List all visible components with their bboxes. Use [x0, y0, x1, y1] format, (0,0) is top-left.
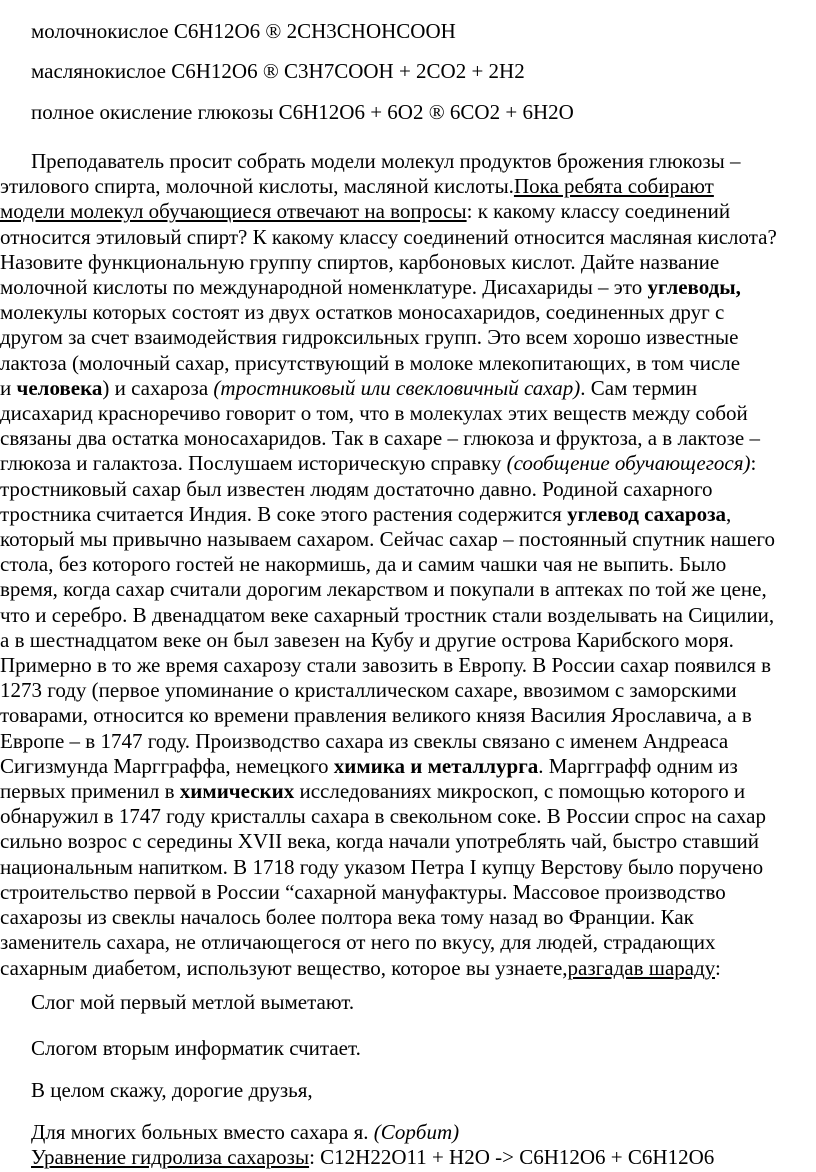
paragraph-line — [0, 930, 816, 955]
text: . Сам термин — [580, 375, 698, 400]
text: обнаружил в 1747 году кристаллы сахара в свекольном соке. В России спрос на сахар — [0, 804, 766, 829]
text: , — [726, 501, 732, 526]
text: этилового спирта, молочной кислоты, масляной кислоты. — [0, 174, 514, 199]
text: глюкоза и галактоза. Послушаем историческую справку — [0, 451, 507, 476]
paragraph-line — [0, 275, 816, 300]
text: тростника считается Индия. В соке этого растения содержится — [0, 501, 568, 526]
bold-term: углевод сахароза — [567, 501, 727, 526]
text: исследованиях микроскоп, с помощью которого и — [294, 779, 746, 804]
bold-term: химических — [179, 779, 295, 804]
underlined-text: Пока ребята собирают — [513, 174, 714, 199]
equation-butyric-fermentation: маслянокислое C6H12O6 ® C3H7COOH + 2CO2 + 2H2 — [31, 59, 525, 83]
text: : — [750, 451, 757, 476]
text: первых применил в — [0, 779, 180, 804]
equation-glucose-oxidation: полное окисление глюкозы C6H12O6 + 6O2 ® 6CO2 + 6H2O — [31, 100, 574, 124]
text: Примерно в то же время сахарозу стали завозить в Европу. В России сахар появился в — [0, 653, 772, 678]
paragraph-line — [0, 678, 816, 703]
riddle-line-2: Слогом вторым информатик считает. — [31, 1036, 361, 1060]
text: : — [715, 955, 721, 980]
paragraph-line — [0, 754, 816, 779]
text: : C12H22O11 + H2O -> C6H12O6 + C6H12O6 — [309, 1145, 715, 1169]
equation-lactic-fermentation: молочнокислое C6H12O6 ® 2CH3CHOHCOOH — [31, 19, 456, 43]
text: связаны два остатка моносахаридов. Так в сахаре – глюкоза и фруктоза, а в лактозе – — [0, 426, 760, 451]
text: а в шестнадцатом веке он был завезен на Кубу и другие острова Карибского моря. — [0, 627, 734, 652]
text: , — [735, 275, 741, 300]
riddle-line-3: В целом скажу, дорогие друзья, — [31, 1078, 313, 1102]
text: тростниковый сахар был известен людям достаточно давно. Родиной сахарного — [0, 476, 713, 501]
text: стола, без которого гостей не накормишь, да и самим чашки чая не выпить. Было — [0, 552, 727, 577]
text: другом за счет взаимодействия гидроксильных групп. Это всем хорошо известные — [0, 325, 739, 350]
paragraph-line — [0, 325, 816, 350]
text: время, когда сахар считали дорогим лекарством и покупали в аптеках по той же цене, — [0, 577, 767, 602]
text: заменитель сахара, не отличающегося от него по вкусу, для людей, страдающих — [0, 930, 716, 955]
paragraph-line — [0, 603, 816, 628]
text: дисахарид красноречиво говорит о том, что в молекулах этих веществ между собой — [0, 401, 748, 426]
riddle-line-1: Слог мой первый метлой выметают. — [31, 990, 355, 1014]
paragraph-line — [0, 451, 816, 476]
text: сильно возрос с середины XVII века, когда начали употреблять чай, быстро ставший — [0, 829, 759, 854]
underlined-text: Уравнение гидролиза сахарозы — [31, 1145, 310, 1169]
text: ) и сахароза — [102, 375, 214, 400]
text: Назовите функциональную группу спиртов, карбоновых кислот. Дайте название — [0, 249, 720, 274]
text: молочной кислоты по международной номенклатуре. Дисахариды – это — [0, 275, 648, 300]
paragraph-line — [0, 829, 816, 854]
bold-term: химика и металлурга — [333, 753, 539, 778]
riddle-line-4 — [31, 1120, 459, 1145]
text: сахарозы из свеклы началось более полтора века тому назад во Франции. Как — [0, 905, 694, 930]
text: товарами, относится ко времени правления великого князя Василия Ярославича, а в — [0, 703, 752, 728]
text: строительство первой в России “сахарной мануфактуры. Массовое производство — [0, 879, 726, 904]
text: . Маргграфф одним из — [538, 753, 738, 778]
paragraph-line — [0, 703, 816, 728]
paragraph-line — [0, 628, 816, 653]
text: что и серебро. В двенадцатом веке сахарный тростник стали возделывать на Сицилии, — [0, 602, 775, 627]
paragraph-line — [0, 351, 816, 376]
paragraph-line — [0, 149, 816, 174]
text: Преподаватель просит собрать модели молекул продуктов брожения глюкозы – — [31, 149, 741, 173]
text: : к какому классу соединений — [466, 199, 731, 224]
text: и — [0, 375, 17, 400]
text: относится этиловый спирт? К какому классу соединений относится масляная кислота? — [0, 224, 777, 249]
paragraph-line — [0, 477, 816, 502]
paragraph-line — [0, 426, 816, 451]
paragraph-line — [0, 300, 816, 325]
underlined-text: модели молекул обучающиеся отвечают на вопросы — [0, 199, 467, 224]
bold-term: человека — [16, 375, 103, 400]
text: лактоза (молочный сахар, присутствующий в молоке млекопитающих, в том числе — [0, 350, 741, 375]
underlined-text: разгадав шараду — [567, 955, 715, 980]
paragraph-line — [0, 855, 816, 880]
main-paragraph — [0, 149, 816, 981]
riddle-answer: (Сорбит) — [373, 1120, 460, 1144]
paragraph-line — [0, 225, 816, 250]
paragraph-line — [0, 552, 816, 577]
text: который мы привычно называем сахаром. Сейчас сахар – постоянный спутник нашего — [0, 527, 776, 552]
paragraph-line — [0, 956, 816, 981]
text: национальным напитком. В 1718 году указом Петра I купцу Верстову было поручено — [0, 854, 764, 879]
text: сахарным диабетом, используют вещество, которое вы узнаете, — [0, 955, 568, 980]
text: Сигизмунда Маргграффа, немецкого — [0, 753, 334, 778]
text: Европе – в 1747 году. Производство сахара из свеклы связано с именем Андреаса — [0, 728, 729, 753]
paragraph-line — [0, 376, 816, 401]
text: Для многих больных вместо сахара я. — [31, 1120, 374, 1144]
bold-term: углеводы — [647, 275, 736, 300]
hydrolysis-equation — [31, 1145, 714, 1170]
paragraph-line — [0, 174, 816, 199]
paragraph-line — [0, 653, 816, 678]
paragraph-line — [0, 729, 816, 754]
italic-text: (сообщение обучающегося) — [506, 451, 751, 476]
italic-text: (тростниковый или свекловичный сахар) — [213, 375, 581, 400]
paragraph-line — [0, 577, 816, 602]
paragraph-line — [0, 905, 816, 930]
paragraph-line — [0, 502, 816, 527]
text: молекулы которых состоят из двух остатков моносахаридов, соединенных друг с — [0, 300, 725, 325]
text: 1273 году (первое упоминание о кристаллическом сахаре, ввозимом с заморскими — [0, 678, 737, 703]
paragraph-line — [0, 250, 816, 275]
paragraph-line — [0, 199, 816, 224]
paragraph-line — [0, 880, 816, 905]
paragraph-line — [0, 804, 816, 829]
paragraph-line — [0, 527, 816, 552]
paragraph-line — [0, 779, 816, 804]
paragraph-line — [0, 401, 816, 426]
